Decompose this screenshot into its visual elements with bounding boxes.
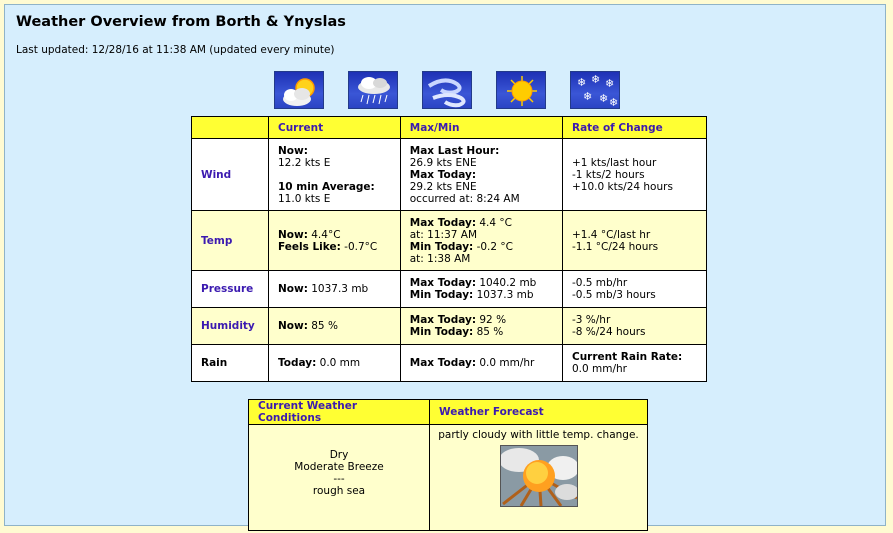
wind-avg-label: 10 min Average: (278, 180, 375, 193)
header-current: Current (269, 117, 401, 139)
temp-feels-value: -0.7°C (340, 240, 378, 253)
svg-text:❄: ❄ (577, 76, 587, 89)
wind-max-hour-label: Max Last Hour: (409, 144, 500, 157)
pressure-rate-2: -0.5 mb/3 hours (571, 289, 656, 301)
header-rate: Rate of Change (562, 117, 706, 139)
wind-now-value: 12.2 kts E (278, 156, 331, 169)
conditions-row (249, 425, 648, 531)
condition-line-2: Moderate Breeze (294, 461, 384, 473)
pressure-max-label: Max Today: (409, 277, 477, 289)
humidity-maxmin (400, 308, 562, 345)
forecast-cell (430, 425, 648, 531)
pressure-now-value: 1037.3 mb (307, 283, 369, 295)
temp-max-at: at: 11:37 AM (409, 228, 478, 241)
header-maxmin: Max/Min (400, 117, 562, 139)
rain-rate (562, 345, 706, 382)
row-label-humidity: Humidity (192, 308, 269, 345)
wind-max-today-value: 29.2 kts ENE (409, 180, 477, 193)
rain-today-value: 0.0 mm (316, 357, 361, 369)
rain-current (269, 345, 401, 382)
temp-max-label: Max Today: (409, 216, 477, 229)
pressure-max-value: 1040.2 mb (476, 277, 537, 289)
pressure-rate (562, 271, 706, 308)
temp-min-value: -0.2 °C (473, 240, 513, 253)
weather-icon-strip (274, 71, 620, 109)
wind-max-today-label: Max Today: (409, 168, 477, 181)
pressure-now-label: Now: (278, 283, 308, 295)
weather-panel (4, 4, 886, 526)
conditions-table (248, 399, 648, 531)
snow-icon (570, 71, 620, 109)
temp-max-value: 4.4 °C (476, 216, 512, 229)
temp-rate-2: -1.1 °C/24 hours (571, 240, 659, 253)
wind-avg-value: 11.0 kts E (278, 192, 331, 205)
temp-now-label: Now: (278, 228, 308, 241)
table-header-row (192, 117, 707, 139)
weather-data-table (191, 116, 707, 382)
temp-maxmin (400, 211, 562, 271)
table-row-humidity (192, 308, 707, 345)
temp-rate-1: +1.4 °C/last hr (571, 228, 651, 241)
forecast-text: partly cloudy with little temp. change. (438, 429, 639, 441)
table-row-rain (192, 345, 707, 382)
partly-cloudy-icon (274, 71, 324, 109)
svg-text:❄: ❄ (591, 73, 601, 86)
humidity-min-value: 85 % (473, 326, 504, 338)
header-forecast: Weather Forecast (430, 400, 648, 425)
header-blank (192, 117, 269, 139)
rain-cloud-icon (348, 71, 398, 109)
sun-behind-cloud-icon (500, 445, 578, 507)
page-title: Weather Overview from Borth & Ynyslas (16, 14, 346, 30)
rain-today-label: Today: (278, 357, 317, 369)
humidity-rate-2: -8 %/24 hours (571, 326, 646, 338)
wind-maxmin (400, 139, 562, 211)
wind-occurred: occurred at: 8:24 AM (409, 192, 520, 205)
wind-rate-1: +1 kts/last hour (571, 156, 657, 169)
header-current-conditions: Current Weather Conditions (249, 400, 430, 425)
svg-text:❄: ❄ (605, 77, 615, 90)
rain-rate-label: Current Rain Rate: (571, 351, 683, 363)
humidity-rate (562, 308, 706, 345)
wind-icon (422, 71, 472, 109)
table-row-wind (192, 139, 707, 211)
humidity-now-value: 85 % (307, 320, 338, 332)
pressure-rate-1: -0.5 mb/hr (571, 277, 628, 289)
humidity-now-label: Now: (278, 320, 308, 332)
pressure-maxmin (400, 271, 562, 308)
temp-current (269, 211, 401, 271)
rain-rate-value: 0.0 mm/hr (571, 363, 627, 375)
temp-min-at: at: 1:38 AM (409, 252, 471, 265)
rain-max-value: 0.0 mm/hr (476, 357, 535, 369)
condition-line-4: rough sea (312, 485, 366, 497)
humidity-rate-1: -3 %/hr (571, 314, 611, 326)
humidity-max-value: 92 % (476, 314, 507, 326)
temp-now-value: 4.4°C (307, 228, 341, 241)
rain-max-label: Max Today: (409, 357, 477, 369)
svg-text:❄: ❄ (609, 96, 619, 109)
humidity-max-label: Max Today: (409, 314, 477, 326)
condition-line-3: --- (333, 473, 345, 485)
wind-current (269, 139, 401, 211)
condition-line-1: Dry (329, 449, 349, 461)
row-label-rain: Rain (192, 345, 269, 382)
last-updated: Last updated: 12/28/16 at 11:38 AM (updated every minute) (16, 44, 335, 56)
current-conditions-cell (249, 425, 430, 531)
wind-rate-3: +10.0 kts/24 hours (571, 180, 673, 193)
wind-max-hour-value: 26.9 kts ENE (409, 156, 477, 169)
table-row-temp (192, 211, 707, 271)
table-row-pressure (192, 271, 707, 308)
row-label-temp: Temp (192, 211, 269, 271)
temp-min-label: Min Today: (409, 240, 474, 253)
svg-text:❄: ❄ (599, 92, 609, 105)
temp-rate (562, 211, 706, 271)
humidity-current (269, 308, 401, 345)
humidity-min-label: Min Today: (409, 326, 474, 338)
pressure-min-label: Min Today: (409, 289, 474, 301)
svg-text:❄: ❄ (583, 90, 593, 103)
conditions-header-row (249, 400, 648, 425)
wind-rate-2: -1 kts/2 hours (571, 168, 645, 181)
sun-icon (496, 71, 546, 109)
row-label-pressure: Pressure (192, 271, 269, 308)
rain-maxmin (400, 345, 562, 382)
wind-rate (562, 139, 706, 211)
wind-now-label: Now: (278, 144, 308, 157)
row-label-wind: Wind (192, 139, 269, 211)
temp-feels-label: Feels Like: (278, 240, 341, 253)
pressure-min-value: 1037.3 mb (473, 289, 534, 301)
pressure-current (269, 271, 401, 308)
